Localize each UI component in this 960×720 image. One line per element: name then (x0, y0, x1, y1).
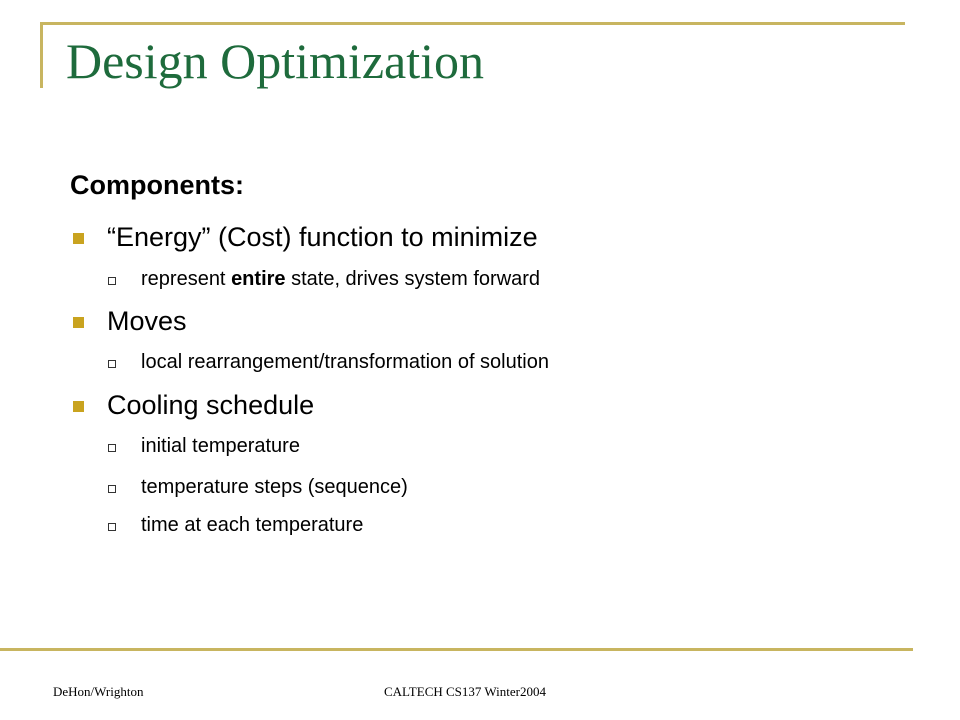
square-bullet-icon (73, 317, 84, 328)
subbullet-label (141, 268, 540, 291)
frame-top-line (40, 22, 905, 25)
bullet-label: Moves (107, 306, 187, 336)
subbullet-label: time at each temperature (141, 514, 364, 536)
subbullet-text-before: represent (141, 268, 232, 290)
frame-left-line (40, 22, 43, 88)
slide-title: Design Optimization (66, 33, 484, 89)
bullet-label: “Energy” (Cost) function to minimize (107, 222, 538, 252)
hollow-square-bullet-icon (108, 485, 116, 493)
hollow-square-bullet-icon (108, 444, 116, 452)
subbullet-label: temperature steps (sequence) (141, 476, 408, 498)
square-bullet-icon (73, 233, 84, 244)
subbullet-text-bold: entire (231, 268, 286, 290)
footer-course: CALTECH CS137 Winter2004 (384, 684, 546, 699)
subbullet-label: local rearrangement/transformation of solution (141, 351, 549, 373)
bullet-label: Cooling schedule (107, 390, 315, 420)
footer-author: DeHon/Wrighton (53, 684, 144, 699)
hollow-square-bullet-icon (108, 523, 116, 531)
subbullet-text-after: state, drives system forward (285, 268, 541, 290)
square-bullet-icon (73, 401, 84, 412)
components-heading: Components: (70, 170, 244, 200)
hollow-square-bullet-icon (108, 360, 116, 368)
subbullet-label: initial temperature (141, 435, 300, 457)
hollow-square-bullet-icon (108, 277, 116, 285)
footer-divider-line (0, 648, 913, 651)
